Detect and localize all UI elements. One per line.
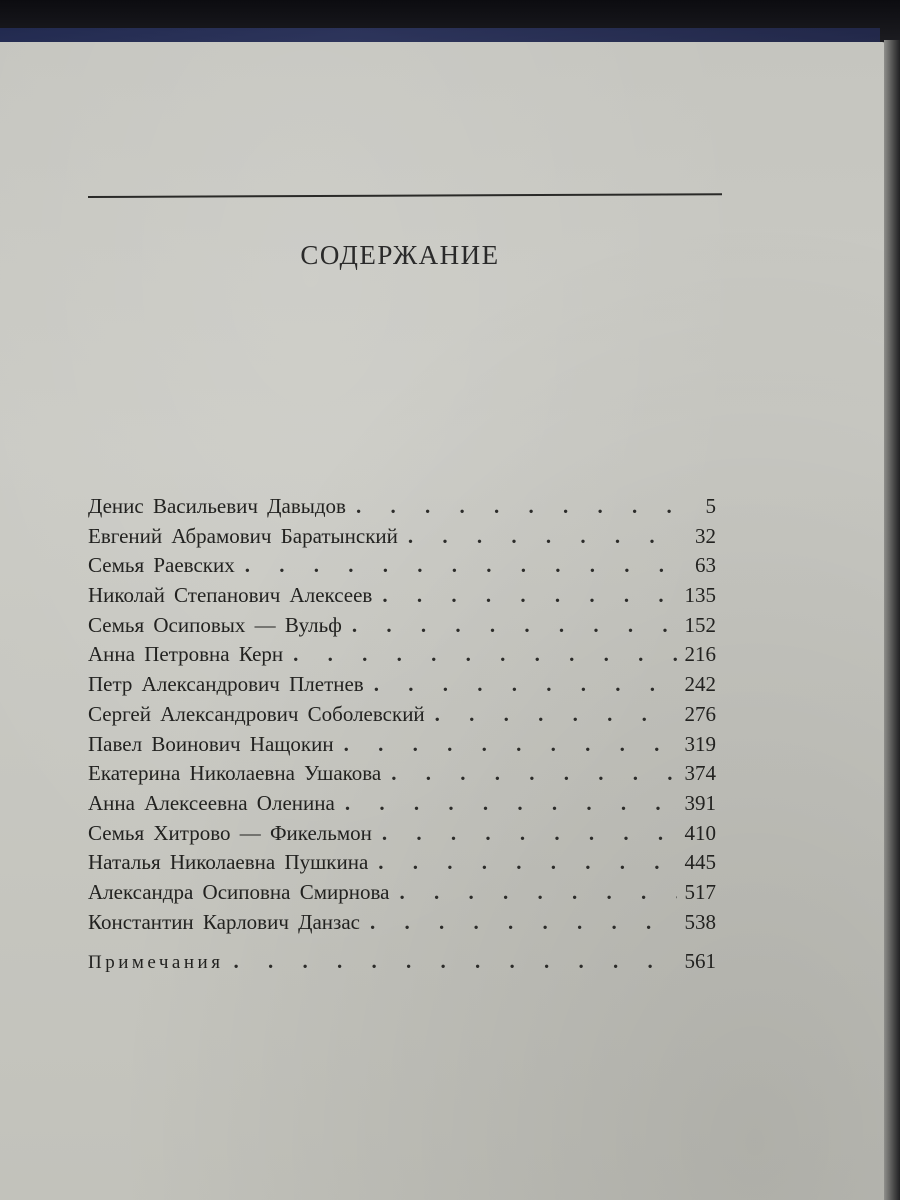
toc-entry-title: Павел Воинович Нащокин xyxy=(88,731,334,756)
toc-entry xyxy=(88,522,716,552)
toc-entry xyxy=(88,640,716,670)
toc-dot-leader xyxy=(378,848,676,878)
toc-entry-title: Наталья Николаевна Пушкина xyxy=(88,850,369,875)
toc-entry xyxy=(88,789,716,819)
toc-entry xyxy=(88,581,716,611)
toc-entry-page: 5 xyxy=(705,494,716,518)
toc-dot-leader xyxy=(382,819,677,849)
toc-dot-leader xyxy=(435,700,677,730)
toc-entry-page: 391 xyxy=(684,790,716,815)
toc-entry-title: Сергей Александрович Соболевский xyxy=(88,701,425,726)
toc-dot-leader xyxy=(344,730,677,760)
table-of-contents xyxy=(88,492,716,977)
header-rule xyxy=(88,193,722,198)
toc-dot-leader xyxy=(399,878,676,908)
toc-entry-page: 216 xyxy=(684,642,716,667)
toc-dot-leader xyxy=(370,908,677,938)
toc-entry-page: 517 xyxy=(684,879,716,904)
toc-dot-leader xyxy=(293,640,676,670)
toc-entry-title: Денис Васильевич Давыдов xyxy=(88,494,346,518)
toc-entry xyxy=(88,551,716,581)
toc-entry-page: 32 xyxy=(695,523,716,548)
toc-dot-leader xyxy=(382,581,676,611)
toc-entry xyxy=(88,611,716,641)
toc-entry xyxy=(88,759,716,789)
toc-entry xyxy=(88,700,716,730)
toc-entry-page: 538 xyxy=(684,909,716,934)
book-page xyxy=(0,42,888,1200)
toc-entry-title: Семья Осиповых — Вульф xyxy=(88,612,342,637)
toc-entry xyxy=(88,819,716,849)
toc-dot-leader xyxy=(374,670,677,700)
toc-entry-title: Евгений Абрамович Баратынский xyxy=(88,523,398,548)
toc-entry xyxy=(88,670,716,700)
toc-entry-title: Николай Степанович Алексеев xyxy=(88,583,373,608)
toc-entry-page: 152 xyxy=(684,612,716,637)
toc-entry-title: Константин Карлович Данзас xyxy=(88,909,360,934)
toc-entry-title: Александра Осиповна Смирнова xyxy=(88,879,390,904)
toc-entry-page: 63 xyxy=(695,553,716,578)
page-title: СОДЕРЖАНИЕ xyxy=(300,240,500,270)
toc-dot-leader xyxy=(356,492,680,522)
toc-entry-page: 374 xyxy=(684,761,716,786)
toc-entry-page: 410 xyxy=(684,820,716,845)
toc-notes-title: Примечания xyxy=(88,952,224,974)
toc-dot-leader xyxy=(352,611,677,641)
toc-entry xyxy=(88,730,716,760)
toc-entry-title: Петр Александрович Плетнев xyxy=(88,672,364,697)
toc-entry-page: 319 xyxy=(684,731,716,756)
toc-dot-leader xyxy=(391,759,676,789)
toc-dot-leader xyxy=(245,551,680,581)
toc-entry-title: Семья Раевских xyxy=(88,553,235,578)
toc-dot-leader xyxy=(233,947,676,977)
toc-entry xyxy=(88,908,716,938)
toc-entry-title: Екатерина Николаевна Ушакова xyxy=(88,761,382,786)
page-stack-edge xyxy=(884,40,900,1200)
toc-entry-title: Анна Петровна Керн xyxy=(88,642,284,667)
book-top-edge xyxy=(0,0,900,46)
toc-entry-title: Анна Алексеевна Оленина xyxy=(88,790,335,815)
toc-entry-page: 445 xyxy=(684,850,716,875)
toc-entry-page: 135 xyxy=(684,583,716,608)
toc-dot-leader xyxy=(408,522,680,552)
toc-entry-page: 242 xyxy=(684,672,716,697)
toc-entry-page: 276 xyxy=(684,701,716,726)
toc-entry xyxy=(88,492,716,522)
toc-entry xyxy=(88,848,716,878)
toc-entry-title: Семья Хитрово — Фикельмон xyxy=(88,820,372,845)
toc-dot-leader xyxy=(345,789,677,819)
toc-entry xyxy=(88,878,716,908)
toc-notes-page: 561 xyxy=(684,949,716,974)
toc-notes-entry xyxy=(88,947,716,977)
